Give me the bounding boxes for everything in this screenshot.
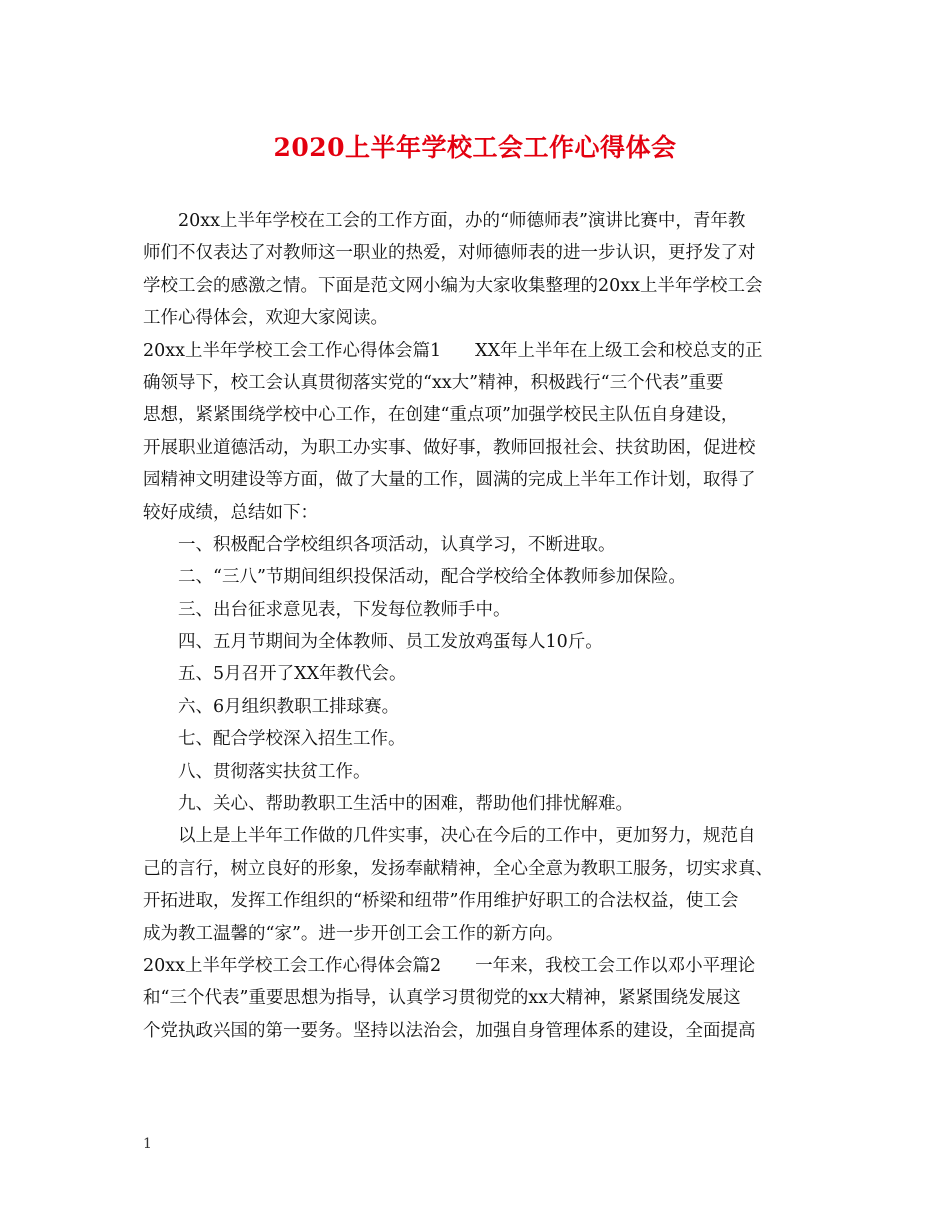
paragraph-line: 工作心得体会，欢迎大家阅读。	[143, 308, 388, 329]
paragraph-line: 和“三个代表”重要思想为指导，认真学习贯彻党的xx大精神，紧紧围绕发展这	[143, 988, 741, 1009]
paragraph-line: 20xx上半年学校在工会的工作方面，办的“师德师表”演讲比赛中，青年教	[178, 211, 746, 231]
paragraph-line: 较好成绩，总结如下：	[143, 502, 318, 523]
paragraph-line: 开拓进取，发挥工作组织的“桥梁和纽带”作用维护好职工的合法权益，使工会	[143, 891, 739, 912]
paragraph-line: 确领导下，校工会认真贯彻落实党的“xx大”精神，积极践行“三个代表”重要	[143, 372, 724, 393]
list-item: 八、贯彻落实扶贫工作。	[178, 761, 371, 782]
paragraph-line: 师们不仅表达了对教师这一职业的热爱，对师德师表的进一步认识，更抒发了对	[143, 243, 756, 264]
document-body	[143, 205, 815, 1047]
paragraph-text: 一年来，我校工会工作以邓小平理论	[475, 955, 756, 976]
section-heading: 20xx上半年学校工会工作心得体会篇1	[143, 340, 442, 361]
paragraph-text: XX年上半年在上级工会和校总支的正	[475, 340, 763, 361]
section-heading-line	[143, 950, 815, 982]
paragraph-line: 成为教工温馨的“家”。进一步开创工会工作的新方向。	[143, 923, 564, 944]
paragraph-line: 个党执政兴国的第一要务。坚持以法治会，加强自身管理体系的建设，全面提高	[143, 1020, 756, 1041]
page-number: 1	[143, 1136, 152, 1152]
paragraph-line: 思想，紧紧围绕学校中心工作，在创建“重点项”加强学校民主队伍自身建设，	[143, 405, 739, 426]
paragraph-line: 己的言行，树立良好的形象，发扬奉献精神，全心全意为教职工服务，切实求真、	[143, 858, 773, 879]
list-item: 五、5月召开了XX年教代会。	[178, 664, 407, 685]
list-item: 七、配合学校深入招生工作。	[178, 729, 406, 750]
section-heading: 20xx上半年学校工会工作心得体会篇2	[143, 955, 442, 976]
list-item: 三、出台征求意见表，下发每位教师手中。	[178, 599, 511, 620]
paragraph-line: 以上是上半年工作做的几件实事，决心在今后的工作中，更加努力，规范自	[178, 826, 756, 847]
paragraph-line: 学校工会的感激之情。下面是范文网小编为大家收集整理的20xx上半年学校工会	[143, 275, 763, 296]
list-item: 九、关心、帮助教职工生活中的困难，帮助他们排忧解难。	[178, 794, 633, 815]
paragraph-line: 开展职业道德活动，为职工办实事、做好事，教师回报社会、扶贫助困，促进校	[143, 437, 756, 458]
list-item: 四、五月节期间为全体教师、员工发放鸡蛋每人10斤。	[178, 632, 603, 653]
list-item: 二、“三八”节期间组织投保活动，配合学校给全体教师参加保险。	[178, 567, 686, 588]
document-title: 2020上半年学校工会工作心得体会	[273, 133, 677, 162]
paragraph-line: 园精神文明建设等方面，做了大量的工作，圆满的完成上半年工作计划，取得了	[143, 470, 756, 491]
list-item: 六、6月组织教职工排球赛。	[178, 696, 400, 717]
list-item: 一、积极配合学校组织各项活动，认真学习，不断进取。	[178, 534, 616, 555]
section-heading-line	[143, 335, 815, 367]
